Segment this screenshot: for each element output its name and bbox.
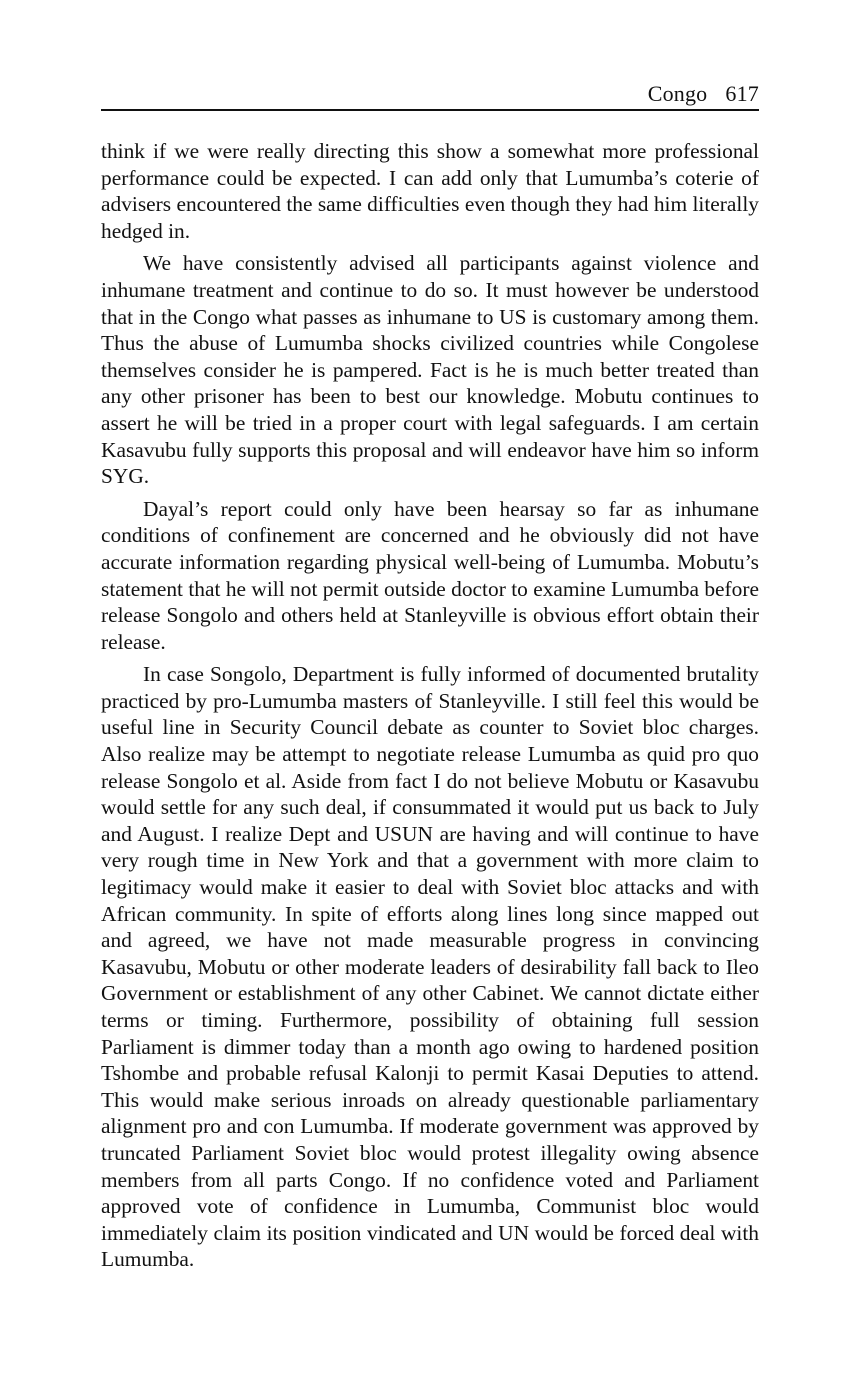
paragraph-1: think if we were really directing this show a somewhat more professional performance could be expected. I can add only that Lumumba’s coterie of advisers encountered the same difficulties even though they had him literally hedged in. bbox=[101, 139, 759, 243]
body-text bbox=[101, 138, 759, 1273]
paragraph-3: Dayal’s report could only have been hearsay so far as inhumane conditions of confinement are concerned and he obviously did not have accurate information regarding physical well-being of Lumumba. Mobutu’s statement that he will not permit outside doctor to examine Lumumba before release Songolo and others held at Stanleyville is obvious effort obtain their release. bbox=[101, 496, 759, 654]
paragraph-2: We have consistently advised all participants against violence and inhumane treatment and continue to do so. It must however be understood that in the Congo what passes as inhumane to US is customary among them. Thus the abuse of Lumumba shocks civilized countries while Congolese themselves consider he is pampered. Fact is he is much better treated than any other prisoner has been to best our knowledge. Mobutu continues to assert he will be tried in a proper court with legal safeguards. I am certain Kasavubu fully supports this proposal and will endeavor have him so inform SYG. bbox=[101, 251, 759, 489]
running-header bbox=[101, 80, 759, 111]
running-header-title: Congo bbox=[647, 81, 708, 106]
document-page bbox=[101, 80, 759, 1279]
page-number: 617 bbox=[725, 81, 759, 106]
paragraph-4: In case Songolo, Department is fully informed of documented brutality practiced by pro-Lumumba masters of Stanleyville. I still feel this would be useful line in Security Council debate as counter to Soviet bloc charges. Also realize may be attempt to negotiate release Lumumba as quid pro quo release Songolo et al. Aside from fact I do not believe Mobutu or Kasavubu would settle for any such deal, if consummated it would put us back to July and August. I realize Dept and USUN are having and will continue to have very rough time in New York and that a government with more claim to legitimacy would make it easier to deal with Soviet bloc attacks and with African community. In spite of efforts along lines long since mapped out and agreed, we have not made measurable progress in convincing Kasavubu, Mobutu or other moderate leaders of desirability fall back to Ileo Government or establishment of any other Cabinet. We cannot dictate either terms or timing. Furthermore, possibility of obtaining full session Parliament is dimmer today than a month ago owing to hardened position Tshombe and probable refusal Kalonji to permit Kasai Deputies to attend. This would make serious inroads on already questionable parliamentary alignment pro and con Lumumba. If moderate government was approved by truncated Parliament Soviet bloc would protest illegality owing absence members from all parts Congo. If no confidence voted and Parliament approved vote of confidence in Lumumba, Communist bloc would immediately claim its position vindicated and UN would be forced deal with Lumumba. bbox=[101, 662, 759, 1272]
